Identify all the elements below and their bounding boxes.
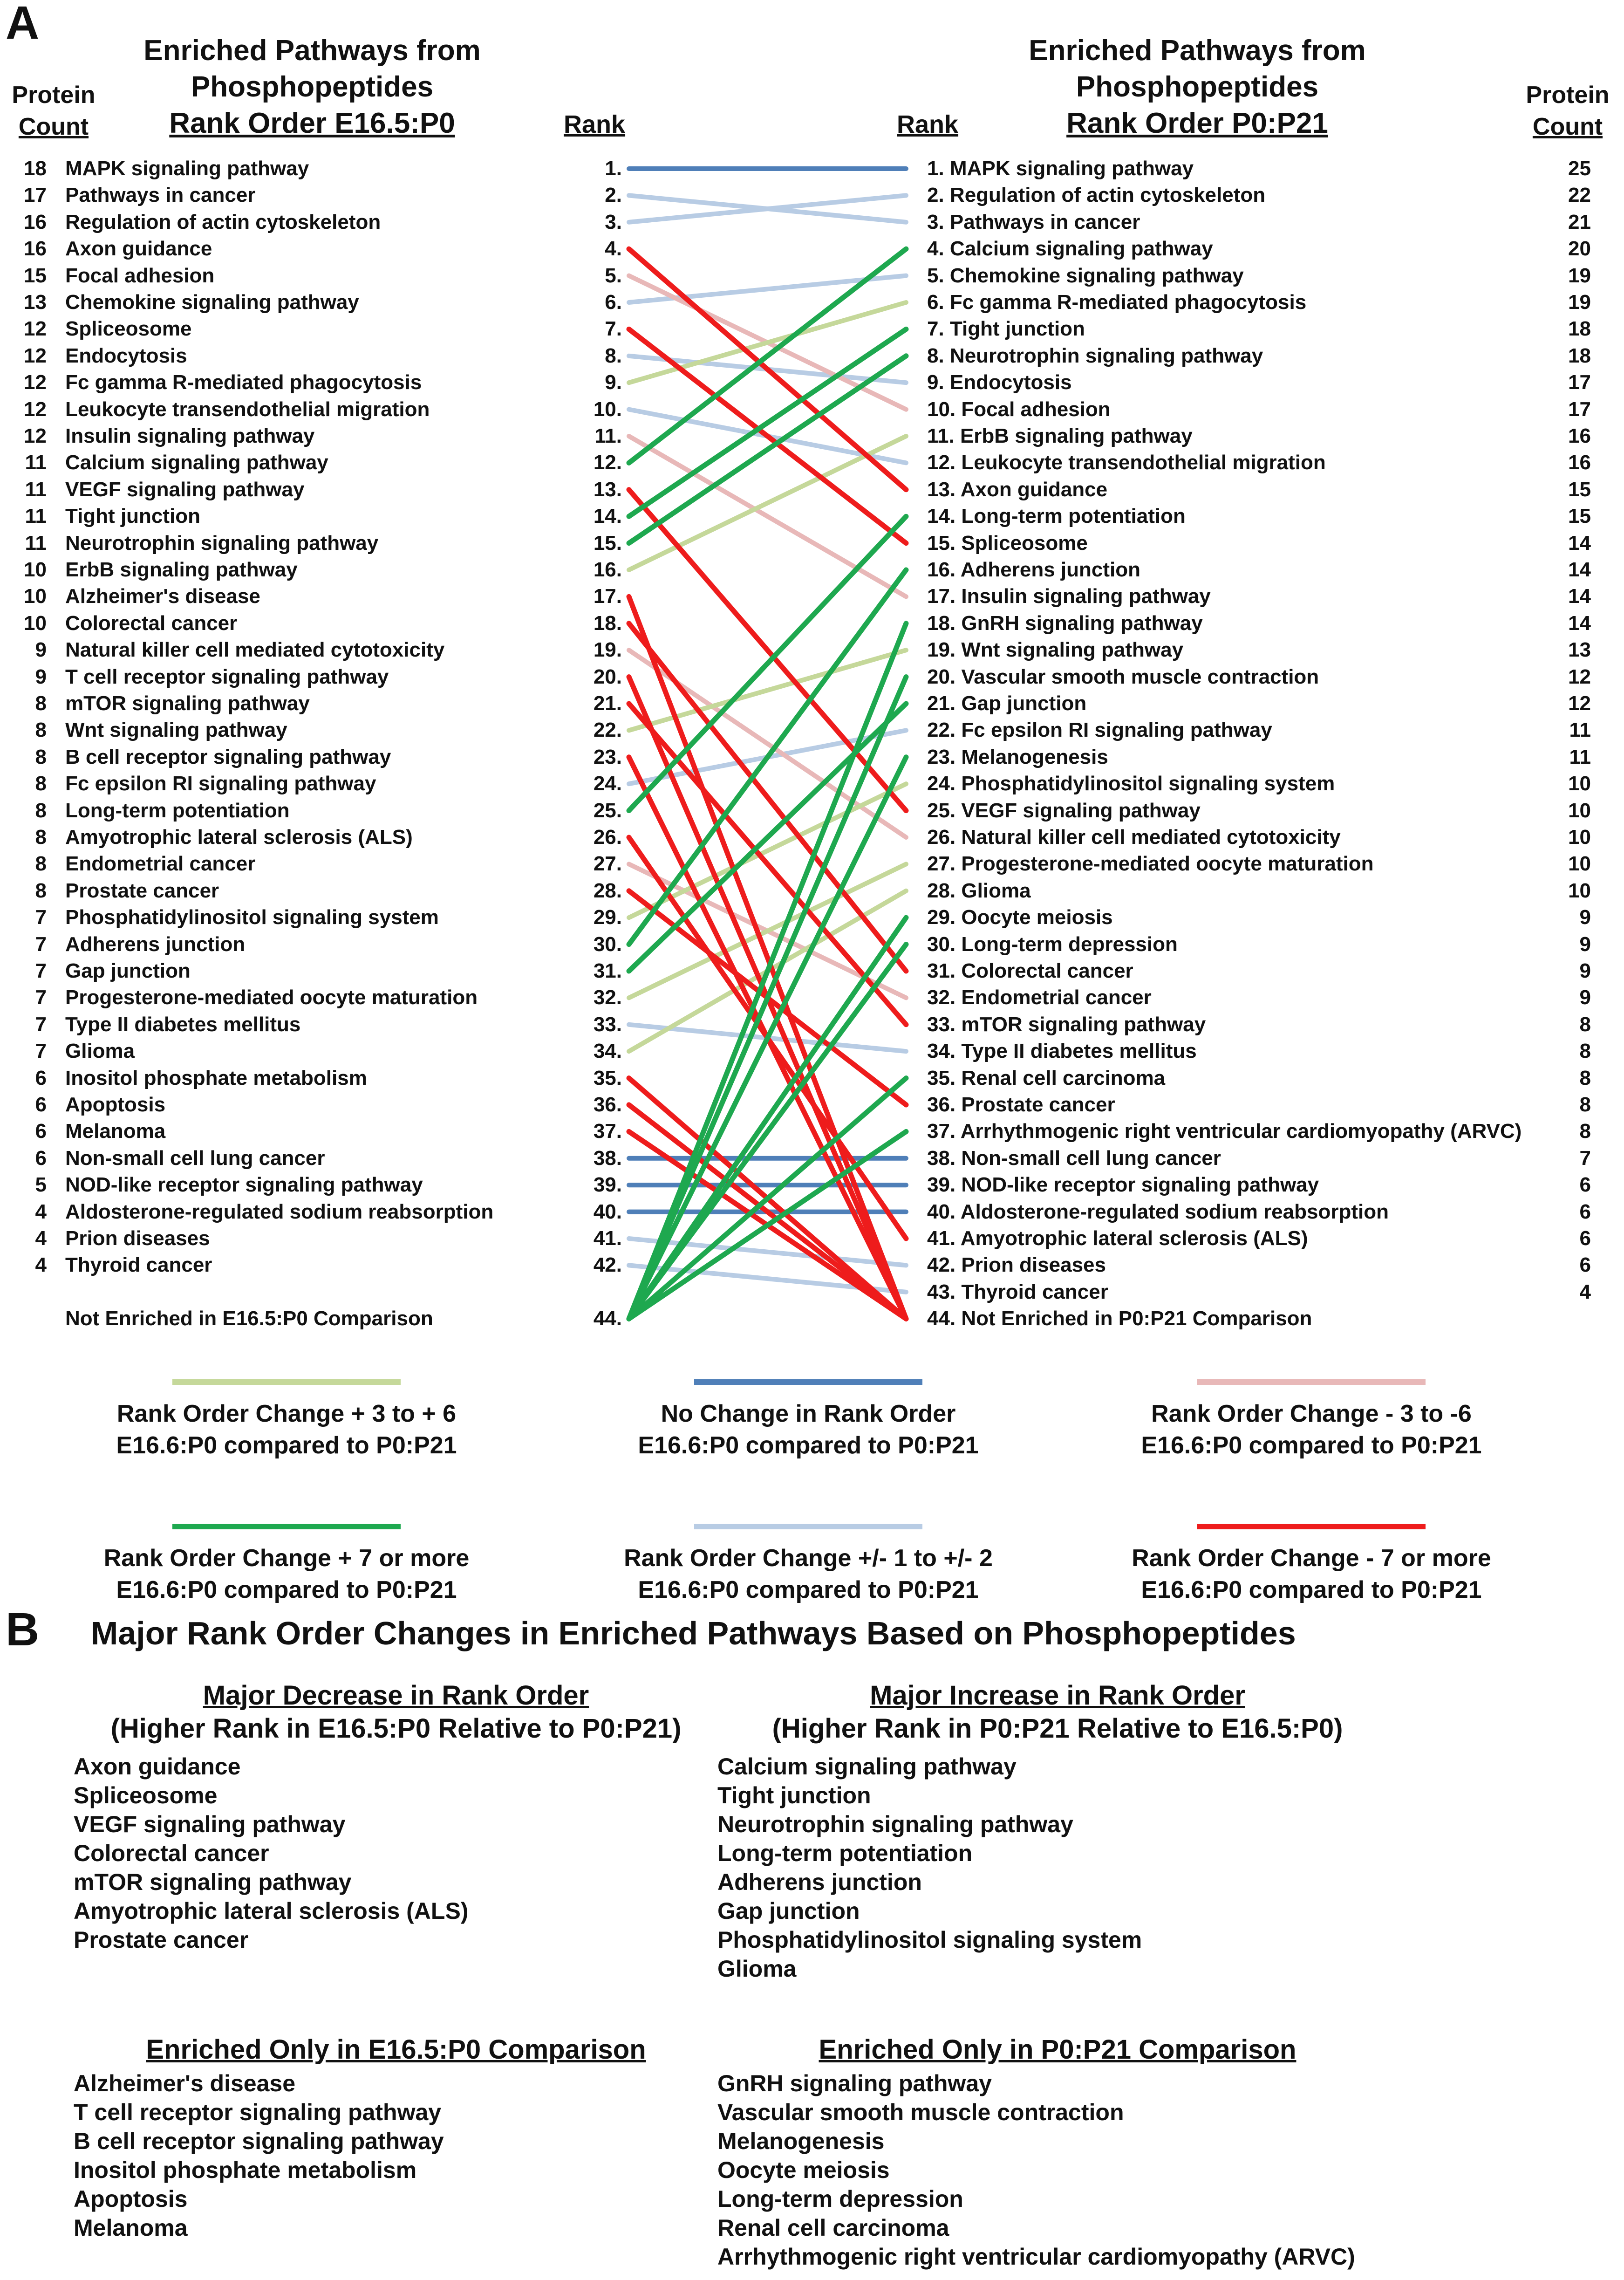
pathway-list-item: B cell receptor signaling pathway <box>74 2128 444 2154</box>
right-pathway-name: 38. Non-small cell lung cancer <box>927 1146 1221 1170</box>
left-pathway-name: VEGF signaling pathway <box>65 478 305 501</box>
right-protein-count: 10 <box>1568 879 1591 902</box>
left-protein-count: 4 <box>35 1227 47 1250</box>
left-rank-number: 18. <box>593 611 622 635</box>
right-protein-count: 18 <box>1568 317 1591 341</box>
right-pathway-name: 13. Axon guidance <box>927 478 1108 501</box>
right-protein-count: 25 <box>1568 157 1591 180</box>
right-pathway-name: 16. Adherens junction <box>927 558 1141 581</box>
left-pathway-name: Type II diabetes mellitus <box>65 1013 301 1036</box>
right-protein-count: 8 <box>1579 1066 1591 1089</box>
right-pathway-name: 40. Aldosterone-regulated sodium reabsorption <box>927 1200 1389 1223</box>
right-pathway-name: 35. Renal cell carcinoma <box>927 1066 1166 1089</box>
legend-label-inc36 <box>33 1398 540 1461</box>
right-pathway-name: 7. Tight junction <box>927 317 1085 341</box>
left-pathway-name: Leukocyte transendothelial migration <box>65 397 430 421</box>
legend-label-line: Rank Order Change +/- 1 to +/- 2 <box>624 1545 993 1572</box>
left-protein-count: 18 <box>24 157 47 180</box>
right-protein-count: 16 <box>1568 451 1591 474</box>
left-protein-count: 8 <box>35 826 47 849</box>
left-protein-count: 9 <box>35 665 47 688</box>
right-title-line-2: Phosphopeptides <box>1076 71 1319 103</box>
left-protein-count: 13 <box>24 291 47 314</box>
right-pathway-name: 5. Chemokine signaling pathway <box>927 264 1244 287</box>
right-protein-count: 17 <box>1568 371 1591 394</box>
left-rank-number: 6. <box>605 291 622 314</box>
left-pathway-name: Endocytosis <box>65 344 187 367</box>
left-protein-count: 4 <box>35 1200 47 1223</box>
left-pathway-name: ErbB signaling pathway <box>65 558 298 581</box>
right-protein-count: 10 <box>1568 799 1591 822</box>
left-rank-number: 3. <box>605 210 622 233</box>
legend-label-line: Rank Order Change - 7 or more <box>1132 1545 1491 1572</box>
legend-label-pm12 <box>554 1542 1062 1606</box>
major-decrease-heading: Major Decrease in Rank Order <box>203 1680 589 1711</box>
legend-label-line: E16.6:P0 compared to P0:P21 <box>116 1576 457 1603</box>
left-protein-count: 10 <box>24 558 47 581</box>
right-protein-count: 22 <box>1568 184 1591 207</box>
right-pathway-name: 41. Amyotrophic lateral sclerosis (ALS) <box>927 1227 1308 1250</box>
rank-connection-dec7 <box>629 329 906 543</box>
left-protein-count: 12 <box>24 425 47 447</box>
left-rank-number: 26. <box>593 826 622 849</box>
left-rank-number: 41. <box>593 1227 622 1250</box>
right-pathway-name: 44. Not Enriched in P0:P21 Comparison <box>927 1307 1312 1330</box>
right-pathway-name: 21. Gap junction <box>927 692 1087 715</box>
left-rank-number: 17. <box>593 585 622 608</box>
left-protein-count: 16 <box>24 210 47 233</box>
right-pathway-name: 24. Phosphatidylinositol signaling system <box>927 772 1335 795</box>
pathway-list-item: Long-term potentiation <box>717 1840 973 1866</box>
legend-label-line: No Change in Rank Order <box>661 1400 956 1427</box>
left-protein-count: 6 <box>35 1066 47 1089</box>
left-pathway-name: Melanoma <box>65 1120 166 1143</box>
pathway-list-item: Vascular smooth muscle contraction <box>717 2099 1124 2125</box>
pathway-list-item: Renal cell carcinoma <box>717 2215 949 2241</box>
left-pathway-name: T cell receptor signaling pathway <box>65 665 389 688</box>
legend-swatch-inc7 <box>172 1524 401 1529</box>
left-protein-count: 7 <box>35 1013 47 1036</box>
right-protein-count: 8 <box>1579 1093 1591 1116</box>
left-pathway-name: Apoptosis <box>65 1093 166 1116</box>
left-protein-count: 6 <box>35 1120 47 1143</box>
major-increase-list <box>717 1752 1142 1983</box>
left-protein-count: 10 <box>24 611 47 635</box>
major-increase-heading: Major Increase in Rank Order <box>870 1680 1245 1711</box>
right-protein-count: 10 <box>1568 772 1591 795</box>
left-title-line-3: Rank Order E16.5:P0 <box>169 107 455 139</box>
left-pathway-name: Gap junction <box>65 959 191 982</box>
pathway-list-item: Phosphatidylinositol signaling system <box>717 1927 1142 1953</box>
left-rank-number: 16. <box>593 558 622 581</box>
right-pathway-name: 25. VEGF signaling pathway <box>927 799 1201 822</box>
pathway-list-item: Colorectal cancer <box>74 1840 269 1866</box>
left-pathway-name: Tight junction <box>65 505 201 528</box>
legend-swatch-dec36 <box>1197 1379 1426 1385</box>
right-pathway-name: 28. Glioma <box>927 879 1031 902</box>
left-pathway-name: Insulin signaling pathway <box>65 425 315 447</box>
legend-label-line: Rank Order Change + 7 or more <box>103 1545 470 1572</box>
pathway-list-item: Neurotrophin signaling pathway <box>717 1811 1073 1837</box>
right-protein-count: 14 <box>1568 585 1591 608</box>
right-protein-count: 20 <box>1568 237 1591 260</box>
legend-swatch-inc36 <box>172 1379 401 1385</box>
right-pathway-name: 27. Progesterone-mediated oocyte maturation <box>927 852 1374 876</box>
right-protein-count: 12 <box>1568 692 1591 715</box>
right-protein-count: 6 <box>1579 1227 1591 1250</box>
rank-connection-dec7 <box>629 623 906 971</box>
right-pathway-name: 42. Prion diseases <box>927 1253 1106 1277</box>
left-rank-number: 35. <box>593 1066 622 1089</box>
left-pathway-name: Calcium signaling pathway <box>65 451 328 474</box>
left-rank-number: 38. <box>593 1146 622 1170</box>
right-protein-count: 16 <box>1568 425 1591 447</box>
right-protein-label: Protein <box>1526 82 1610 109</box>
right-pathway-name: 1. MAPK signaling pathway <box>927 157 1194 180</box>
right-count-label: Count <box>1532 113 1603 140</box>
only-e165-list <box>74 2069 444 2242</box>
left-protein-count: 4 <box>35 1253 47 1277</box>
rank-connection-inc7 <box>629 570 906 945</box>
left-protein-count: 8 <box>35 692 47 715</box>
right-pathway-name: 15. Spliceosome <box>927 531 1088 555</box>
right-pathway-name: 43. Thyroid cancer <box>927 1280 1108 1303</box>
left-rank-number: 13. <box>593 478 622 501</box>
left-rank-number: 24. <box>593 772 622 795</box>
left-protein-count: 11 <box>25 531 47 555</box>
right-pathway-name: 18. GnRH signaling pathway <box>927 611 1203 635</box>
legend-label-line: E16.6:P0 compared to P0:P21 <box>638 1576 979 1603</box>
right-protein-count: 14 <box>1568 611 1591 635</box>
left-pathway-name: Alzheimer's disease <box>65 585 260 608</box>
left-pathway-name: Non-small cell lung cancer <box>65 1146 325 1170</box>
right-protein-count: 9 <box>1579 986 1591 1009</box>
panel-b-letter: B <box>6 1603 40 1656</box>
right-protein-count: 10 <box>1568 852 1591 876</box>
left-protein-count: 11 <box>25 478 47 501</box>
left-rank-number: 12. <box>593 451 622 474</box>
only-p0p21-heading: Enriched Only in P0:P21 Comparison <box>819 2034 1296 2065</box>
only-e165-heading: Enriched Only in E16.5:P0 Comparison <box>146 2034 646 2065</box>
left-protein-count: 6 <box>35 1146 47 1170</box>
left-rank-number: 32. <box>593 986 622 1009</box>
left-rank-number: 31. <box>593 959 622 982</box>
left-pathway-name: Fc epsilon RI signaling pathway <box>65 772 376 795</box>
right-protein-count: 18 <box>1568 344 1591 367</box>
right-protein-count: 15 <box>1568 478 1591 501</box>
left-pathway-name: mTOR signaling pathway <box>65 692 310 715</box>
left-rank-number: 10. <box>593 397 622 421</box>
legend-label-line: E16.6:P0 compared to P0:P21 <box>1141 1432 1482 1459</box>
right-pathway-name: 3. Pathways in cancer <box>927 210 1140 233</box>
right-pathway-name: 22. Fc epsilon RI signaling pathway <box>927 719 1272 742</box>
right-pathway-name: 37. Arrhythmogenic right ventricular cardiomyopathy (ARVC) <box>927 1120 1522 1143</box>
left-protein-count: 16 <box>24 237 47 260</box>
only-p0p21-list <box>717 2069 1355 2271</box>
left-pathway-name: Colorectal cancer <box>65 611 238 635</box>
left-pathway-name: Neurotrophin signaling pathway <box>65 531 379 555</box>
right-protein-count: 9 <box>1579 932 1591 956</box>
right-protein-count: 13 <box>1568 638 1591 662</box>
right-pathway-name: 2. Regulation of actin cytoskeleton <box>927 184 1266 207</box>
left-protein-count: 10 <box>24 585 47 608</box>
pathway-list-item: Adherens junction <box>717 1869 922 1895</box>
left-pathway-name: Chemokine signaling pathway <box>65 291 359 314</box>
left-pathway-name: Adherens junction <box>65 932 246 956</box>
left-pathway-name: Endometrial cancer <box>65 852 256 876</box>
major-decrease-subheading: (Higher Rank in E16.5:P0 Relative to P0:P21) <box>110 1713 682 1744</box>
left-protein-count: 9 <box>35 638 47 662</box>
right-protein-count: 7 <box>1579 1146 1591 1170</box>
legend-label-dec36 <box>1058 1398 1565 1461</box>
left-protein-count: 7 <box>35 932 47 956</box>
legend-swatch-pm12 <box>694 1524 922 1529</box>
pathway-list-item: Arrhythmogenic right ventricular cardiomyopathy (ARVC) <box>717 2244 1355 2270</box>
left-pathway-name: Regulation of actin cytoskeleton <box>65 210 381 233</box>
left-rank-number: 44. <box>593 1307 622 1330</box>
pathway-list-item: Long-term depression <box>717 2186 963 2212</box>
legend-label-line: E16.6:P0 compared to P0:P21 <box>1141 1576 1482 1603</box>
pathway-list-item: Inositol phosphate metabolism <box>74 2157 417 2183</box>
legend-label-line: E16.6:P0 compared to P0:P21 <box>116 1432 457 1459</box>
right-protein-count: 6 <box>1579 1173 1591 1197</box>
pathway-list-item: GnRH signaling pathway <box>717 2070 992 2096</box>
right-pathway-name: 20. Vascular smooth muscle contraction <box>927 665 1319 688</box>
legend-swatch-dec7 <box>1197 1524 1426 1529</box>
left-rank-number: 4. <box>605 237 622 260</box>
left-protein-label: Protein <box>12 82 96 109</box>
left-pathway-name: Aldosterone-regulated sodium reabsorption <box>65 1200 494 1223</box>
left-pathway-name: Long-term potentiation <box>65 799 290 822</box>
legend-label-nochange <box>554 1398 1062 1461</box>
left-rank-number: 9. <box>605 371 622 394</box>
left-protein-count: 12 <box>24 344 47 367</box>
right-pathway-name: 10. Focal adhesion <box>927 397 1111 421</box>
left-rank-number: 1. <box>605 157 622 180</box>
left-title-line-2: Phosphopeptides <box>191 71 434 103</box>
pathway-list-item: Melanoma <box>74 2215 188 2241</box>
right-protein-count: 8 <box>1579 1120 1591 1143</box>
left-pathway-name: Fc gamma R-mediated phagocytosis <box>65 371 422 394</box>
left-protein-count: 8 <box>35 772 47 795</box>
right-protein-count: 14 <box>1568 558 1591 581</box>
right-protein-count: 8 <box>1579 1040 1591 1063</box>
left-protein-count: 12 <box>24 317 47 341</box>
left-pathway-name: Axon guidance <box>65 237 212 260</box>
panel-b-title: Major Rank Order Changes in Enriched Pathways Based on Phosphopeptides <box>91 1615 1296 1651</box>
right-pathway-name: 11. ErbB signaling pathway <box>927 425 1193 447</box>
right-pathway-name: 30. Long-term depression <box>927 932 1178 956</box>
major-decrease-list <box>74 1752 468 1954</box>
left-rank-number: 8. <box>605 344 622 367</box>
left-pathway-name: Spliceosome <box>65 317 192 341</box>
left-pathway-name: NOD-like receptor signaling pathway <box>65 1173 423 1197</box>
left-pathway-name: Wnt signaling pathway <box>65 719 287 742</box>
left-pathway-name: Amyotrophic lateral sclerosis (ALS) <box>65 826 413 849</box>
left-protein-count: 7 <box>35 986 47 1009</box>
left-rank-number: 37. <box>593 1120 622 1143</box>
legend-label-line: Rank Order Change + 3 to + 6 <box>116 1400 457 1427</box>
panel-a-letter: A <box>6 0 40 49</box>
left-rank-number: 21. <box>593 692 622 715</box>
left-pathway-name: Pathways in cancer <box>65 184 256 207</box>
right-pathway-name: 23. Melanogenesis <box>927 745 1108 768</box>
right-title-line-3: Rank Order P0:P21 <box>1066 107 1328 139</box>
right-title-line-1: Enriched Pathways from <box>1029 34 1366 67</box>
right-pathway-name: 6. Fc gamma R-mediated phagocytosis <box>927 291 1307 314</box>
left-rank-number: 19. <box>593 638 622 662</box>
right-protein-count: 12 <box>1568 665 1591 688</box>
right-rank-header: Rank <box>897 110 959 138</box>
right-pathway-name: 29. Oocyte meiosis <box>927 906 1113 929</box>
right-pathway-name: 32. Endometrial cancer <box>927 986 1152 1009</box>
left-protein-count: 7 <box>35 906 47 929</box>
right-protein-count: 6 <box>1579 1253 1591 1277</box>
right-pathway-name: 14. Long-term potentiation <box>927 505 1186 528</box>
left-protein-count: 6 <box>35 1093 47 1116</box>
left-protein-count: 8 <box>35 745 47 768</box>
right-pathway-name: 26. Natural killer cell mediated cytotoxicity <box>927 826 1341 849</box>
left-protein-count: 7 <box>35 1040 47 1063</box>
major-increase-section <box>731 1680 1384 1744</box>
left-pathway-name: Glioma <box>65 1040 135 1063</box>
right-pathway-name: 39. NOD-like receptor signaling pathway <box>927 1173 1319 1197</box>
right-protein-count: 11 <box>1569 745 1591 768</box>
left-rank-number: 34. <box>593 1040 622 1063</box>
left-protein-count: 7 <box>35 959 47 982</box>
left-pathway-name: Thyroid cancer <box>65 1253 212 1277</box>
left-rank-number: 33. <box>593 1013 622 1036</box>
left-protein-count: 12 <box>24 371 47 394</box>
right-pathway-name: 8. Neurotrophin signaling pathway <box>927 344 1263 367</box>
pathway-list-item: VEGF signaling pathway <box>74 1811 346 1837</box>
left-rank-number: 14. <box>593 505 622 528</box>
right-pathway-name: 12. Leukocyte transendothelial migration <box>927 451 1326 474</box>
pathway-list-item: Apoptosis <box>74 2186 188 2212</box>
left-protein-count: 12 <box>24 397 47 421</box>
left-protein-count: 8 <box>35 852 47 876</box>
major-increase-subheading: (Higher Rank in P0:P21 Relative to E16.5:P0) <box>772 1713 1343 1744</box>
right-pathway-name: 4. Calcium signaling pathway <box>927 237 1213 260</box>
major-decrease-section <box>70 1680 722 1744</box>
left-rank-number: 29. <box>593 906 622 929</box>
left-rank-number: 5. <box>605 264 622 287</box>
pathway-list-item: Calcium signaling pathway <box>717 1753 1017 1780</box>
left-rank-number: 42. <box>593 1253 622 1277</box>
right-protein-count: 9 <box>1579 906 1591 929</box>
left-pathway-name: Phosphatidylinositol signaling system <box>65 906 439 929</box>
rank-connection-dec7 <box>629 490 906 811</box>
left-pathway-name: Progesterone-mediated oocyte maturation <box>65 986 478 1009</box>
right-protein-count: 11 <box>1569 719 1591 742</box>
right-protein-count: 19 <box>1568 291 1591 314</box>
left-rank-number: 28. <box>593 879 622 902</box>
left-rank-number: 25. <box>593 799 622 822</box>
left-protein-count: 8 <box>35 799 47 822</box>
right-protein-count: 21 <box>1568 210 1591 233</box>
left-pathway-name: Not Enriched in E16.5:P0 Comparison <box>65 1307 433 1330</box>
left-protein-count: 15 <box>24 264 47 287</box>
left-count-label: Count <box>18 113 89 140</box>
right-protein-count: 9 <box>1579 959 1591 982</box>
pathway-list-item: Tight junction <box>717 1782 871 1808</box>
left-protein-count: 8 <box>35 879 47 902</box>
right-pathway-name: 19. Wnt signaling pathway <box>927 638 1184 662</box>
left-pathway-name: Prostate cancer <box>65 879 219 902</box>
pathway-list-item: Amyotrophic lateral sclerosis (ALS) <box>74 1898 469 1924</box>
right-protein-count: 6 <box>1579 1200 1591 1223</box>
left-protein-count: 17 <box>24 184 47 207</box>
legend-label-line: Rank Order Change - 3 to -6 <box>1151 1400 1472 1427</box>
left-rank-number: 39. <box>593 1173 622 1197</box>
left-pathway-name: B cell receptor signaling pathway <box>65 745 391 768</box>
left-pathway-name: Focal adhesion <box>65 264 215 287</box>
left-rank-number: 7. <box>605 317 622 341</box>
left-title-line-1: Enriched Pathways from <box>143 34 481 67</box>
pathway-list-item: Gap junction <box>717 1898 860 1924</box>
left-pathway-name: Inositol phosphate metabolism <box>65 1066 367 1089</box>
left-rank-number: 40. <box>593 1200 622 1223</box>
right-pathway-name: 17. Insulin signaling pathway <box>927 585 1211 608</box>
pathway-list-item: Melanogenesis <box>717 2128 885 2154</box>
left-protein-count: 8 <box>35 719 47 742</box>
right-pathway-name: 33. mTOR signaling pathway <box>927 1013 1206 1036</box>
right-protein-count: 8 <box>1579 1013 1591 1036</box>
left-rank-number: 20. <box>593 665 622 688</box>
left-rank-number: 30. <box>593 932 622 956</box>
pathway-list-item: mTOR signaling pathway <box>74 1869 352 1895</box>
right-pathway-name: 34. Type II diabetes mellitus <box>927 1040 1197 1063</box>
left-rank-number: 27. <box>593 852 622 876</box>
left-protein-count: 11 <box>25 451 47 474</box>
right-protein-count: 4 <box>1579 1280 1591 1303</box>
left-rank-number: 23. <box>593 745 622 768</box>
right-pathway-name: 31. Colorectal cancer <box>927 959 1133 982</box>
right-pathway-name: 9. Endocytosis <box>927 371 1072 394</box>
pathway-list-item: Spliceosome <box>74 1782 218 1808</box>
right-protein-count: 15 <box>1568 505 1591 528</box>
pathway-list-item: T cell receptor signaling pathway <box>74 2099 442 2125</box>
left-pathway-name: Natural killer cell mediated cytotoxicity <box>65 638 445 662</box>
legend-label-line: E16.6:P0 compared to P0:P21 <box>638 1432 979 1459</box>
right-protein-count: 19 <box>1568 264 1591 287</box>
left-protein-count: 11 <box>25 505 47 528</box>
pathway-list-item: Oocyte meiosis <box>717 2157 890 2183</box>
left-rank-number: 36. <box>593 1093 622 1116</box>
pathway-list-item: Prostate cancer <box>74 1927 249 1953</box>
legend-label-inc7 <box>33 1542 540 1606</box>
left-rank-number: 22. <box>593 719 622 742</box>
right-pathway-name: 36. Prostate cancer <box>927 1093 1115 1116</box>
pathway-list-item: Alzheimer's disease <box>74 2070 296 2096</box>
left-rank-header: Rank <box>564 110 626 138</box>
right-protein-count: 10 <box>1568 826 1591 849</box>
left-pathway-name: Prion diseases <box>65 1227 210 1250</box>
right-protein-count: 14 <box>1568 531 1591 555</box>
pathway-list-item: Glioma <box>717 1956 797 1982</box>
pathway-list-item: Axon guidance <box>74 1753 241 1780</box>
right-protein-count: 17 <box>1568 397 1591 421</box>
left-rank-number: 15. <box>593 531 622 555</box>
left-protein-count: 5 <box>35 1173 47 1197</box>
left-rank-number: 2. <box>605 184 622 207</box>
left-pathway-name: MAPK signaling pathway <box>65 157 309 180</box>
legend-label-dec7 <box>1058 1542 1565 1606</box>
left-rank-number: 11. <box>594 425 622 447</box>
legend-swatch-nochange <box>694 1379 922 1385</box>
